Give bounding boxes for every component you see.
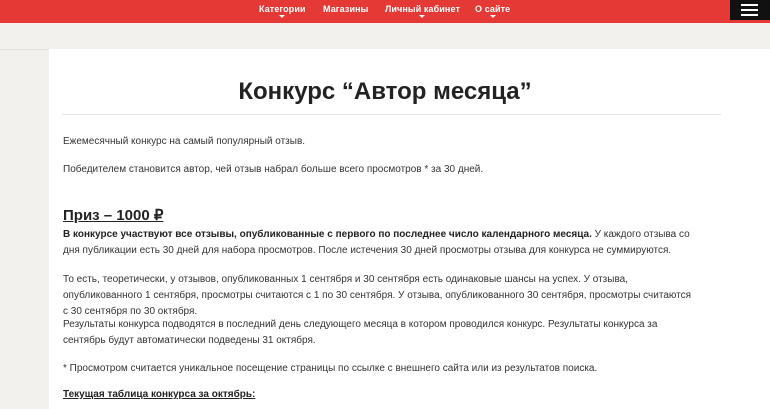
participation-bold-text: В конкурсе участвуют все отзывы, опубликованные с первого по последнее число календарного месяца. — [63, 229, 592, 240]
chevron-down-icon — [279, 15, 285, 18]
winner-rule-paragraph: Победителем становится автор, чей отзыв набрал больше всего просмотров * за 30 дней. — [63, 164, 484, 175]
hamburger-icon — [741, 14, 758, 16]
current-table-heading: Текущая таблица конкурса за октябрь: — [63, 389, 256, 400]
main-nav — [0, 0, 770, 23]
nav-item-label: О сайте — [475, 4, 511, 14]
chevron-down-icon — [419, 15, 425, 18]
footnote-paragraph: * Просмотром считается уникальное посещение страницы по ссылке с внешнего сайта или из результатов поиска. — [63, 363, 598, 374]
nav-item-label: Магазины — [323, 4, 369, 14]
nav-item-account[interactable] — [385, 4, 460, 23]
example-paragraph: То есть, теоретически, у отзывов, опубликованных 1 сентября и 30 сентября есть одинаковые шансы на успех. У отзыва, опубликованного 1 сентября, просмотры считаются с 1 по 30 сентября. У отзыва, опубликованного 30 сентября, просмотры считаются с 30 сентября по 30 октября. — [63, 274, 692, 317]
title-divider — [62, 114, 721, 115]
results-paragraph: Результаты конкурса подводятся в последний день следующего месяца в котором проводился конкурс. Результаты конкурса за сентябрь будут автоматически подведены 31 октября. — [63, 319, 658, 346]
participation-paragraph — [63, 227, 693, 259]
secondary-bar — [0, 23, 770, 50]
nav-item-label: Категории — [259, 4, 306, 14]
chevron-down-icon — [490, 15, 496, 18]
hamburger-icon — [741, 9, 758, 11]
intro-paragraph: Ежемесячный конкурс на самый популярный отзыв. — [63, 136, 306, 147]
menu-toggle-button[interactable] — [730, 0, 770, 20]
nav-item-shops[interactable] — [323, 4, 368, 23]
participation-text: У каждого отзыва со дня публикации есть 30 дней для набора просмотров. После истечения 30 дней просмотры отзыва для конкурса не суммируются. — [63, 229, 690, 256]
page-title: Конкурс “Автор месяца” — [238, 78, 532, 105]
hamburger-icon — [741, 4, 758, 6]
nav-item-categories[interactable] — [259, 4, 306, 23]
nav-item-about[interactable] — [475, 4, 510, 23]
nav-item-label: Личный кабинет — [385, 4, 460, 14]
prize-heading: Приз – 1000 ₽ — [63, 207, 164, 224]
